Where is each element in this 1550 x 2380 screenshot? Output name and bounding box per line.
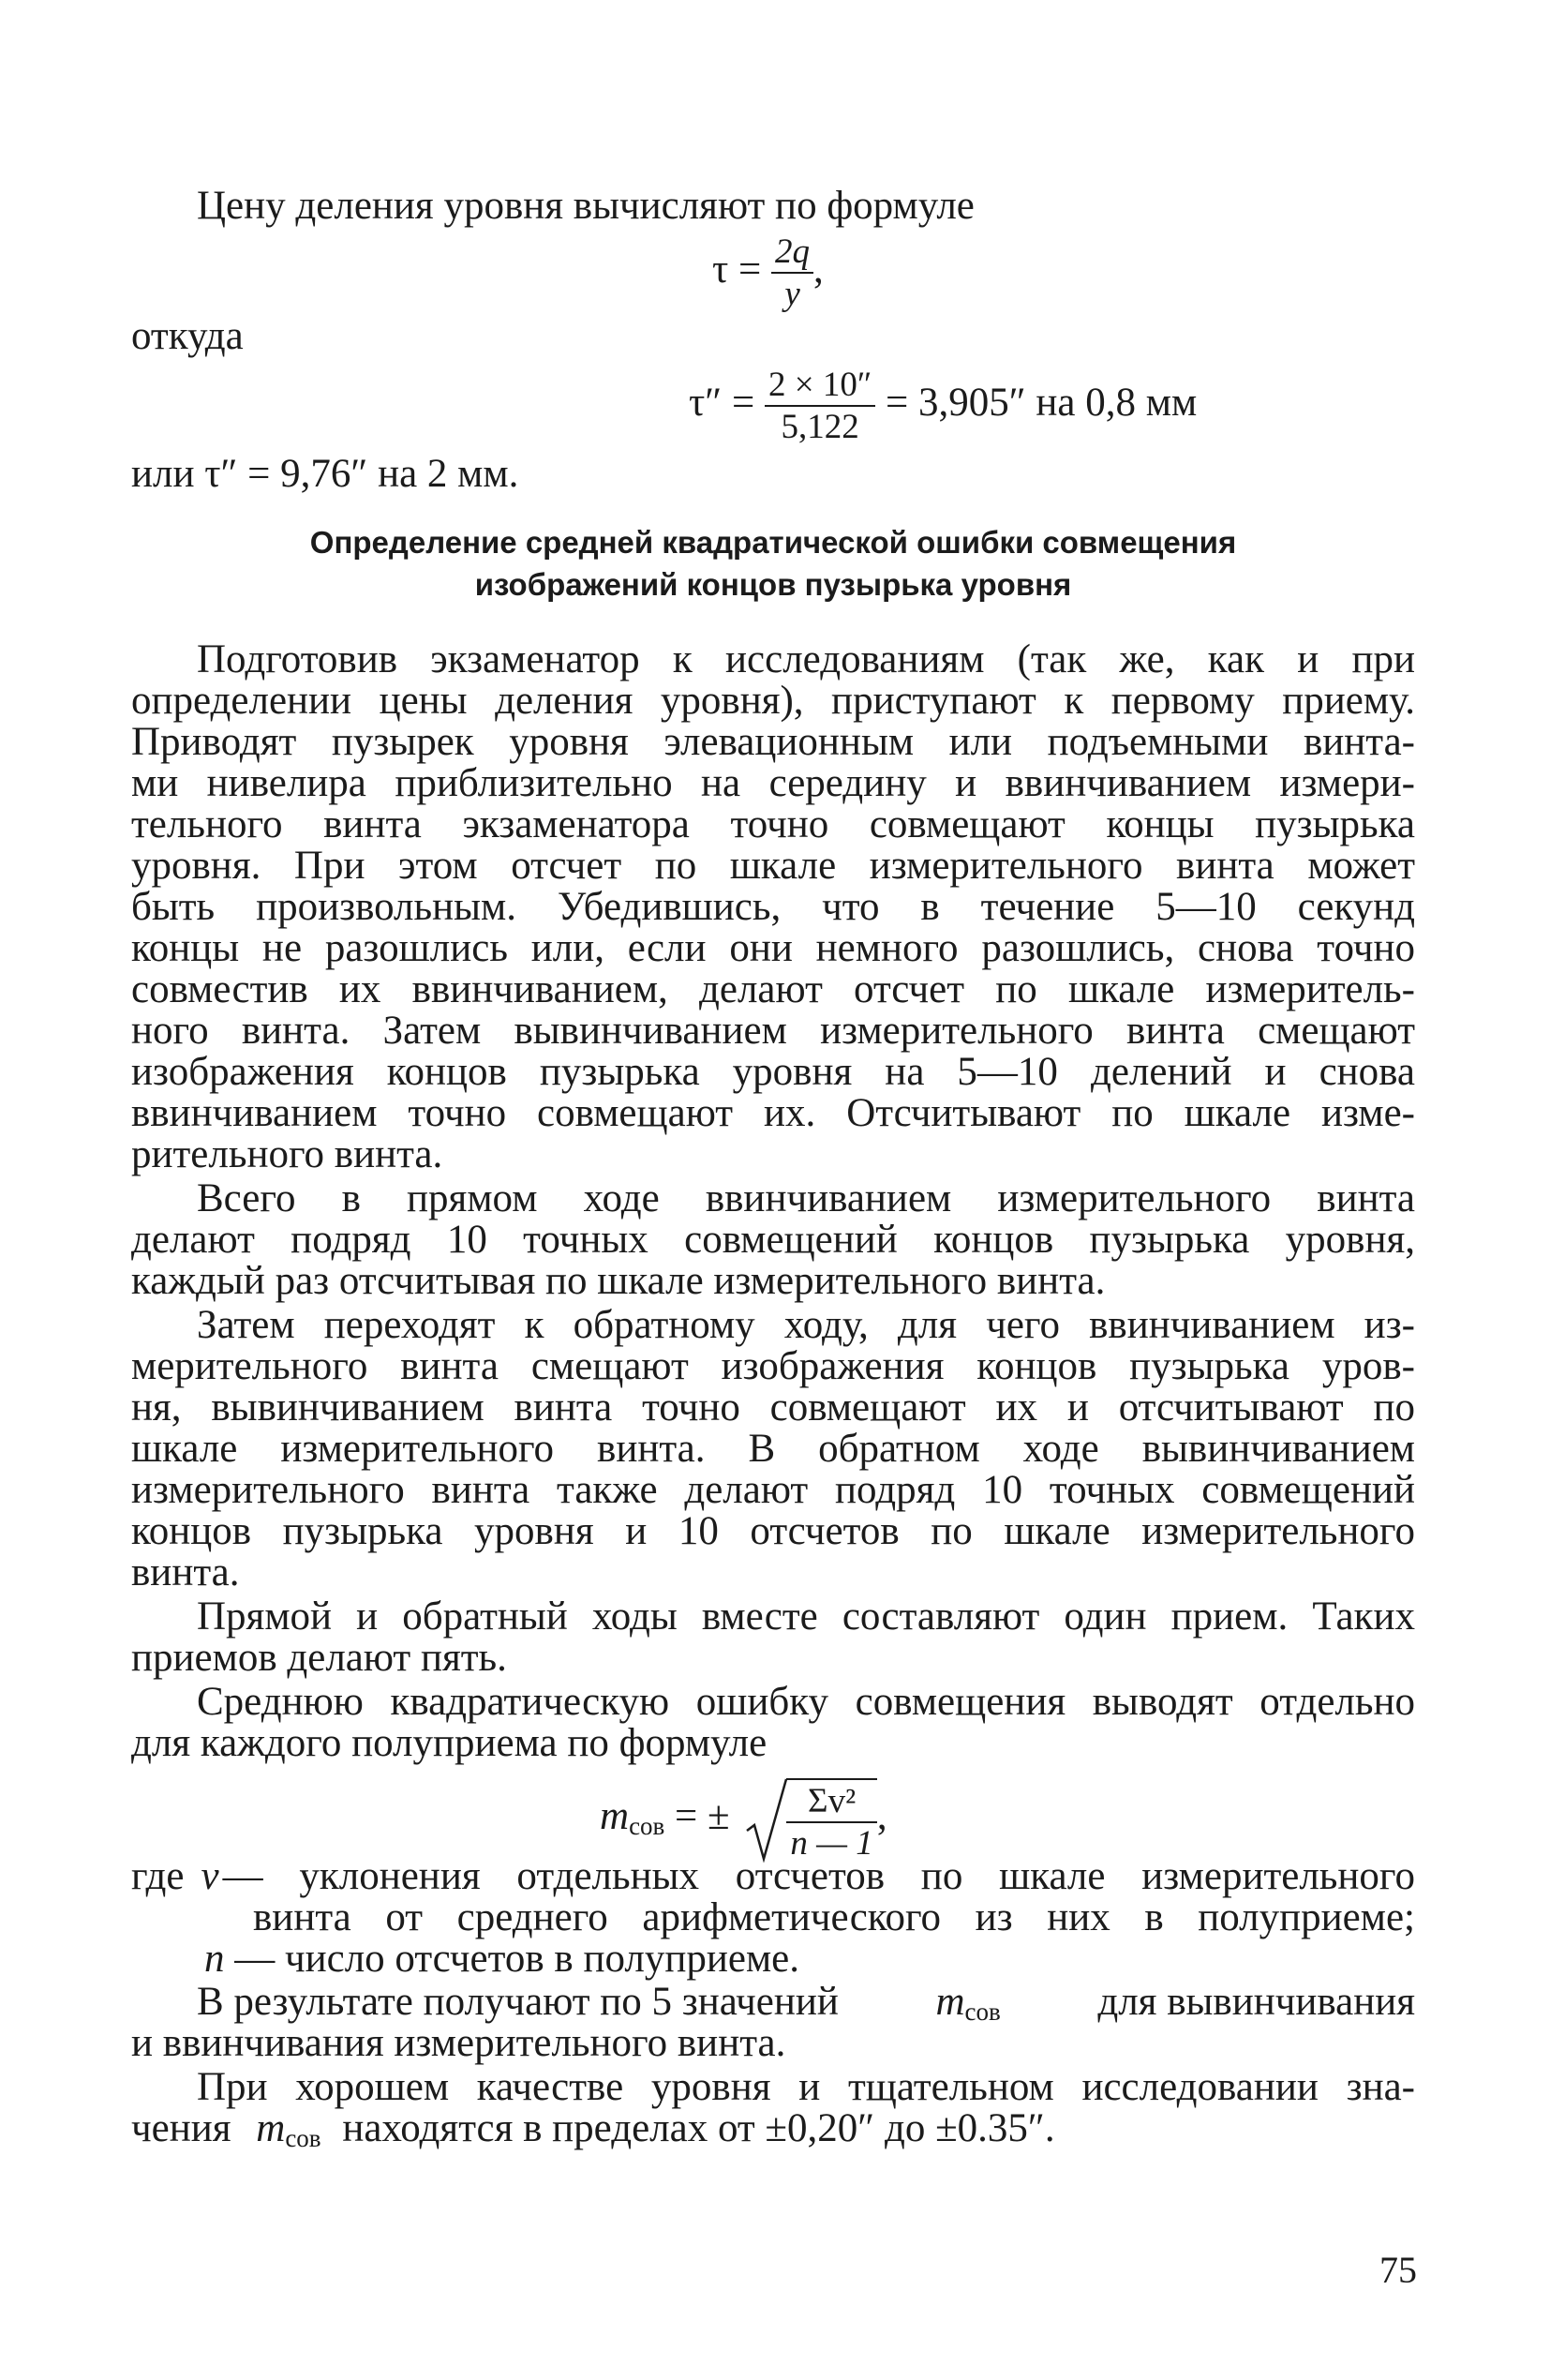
formula-tau-fraction [771,234,813,311]
formula-mcov-plusminus: = ± [675,1793,730,1838]
formula-tau-numerator: 2q [771,234,813,274]
formula-mcov-symbol: m [600,1793,630,1838]
paragraph-3-line: концов пузырька уровня и 10 отсчетов по шкале измерительного [131,1509,1415,1553]
paragraph-6-text-b: для вывинчивания [1097,1980,1415,2024]
formula-tau-denominator: y [784,275,800,313]
formula-mcov-subscript: сов [629,1811,665,1840]
paragraph-7-text-a: чения [131,2106,231,2150]
formula-mcov [600,1776,887,1863]
paragraph-3-line: мерительного винта смещают изображения концов пузырька уров- [131,1344,1415,1388]
formula-tau-value-numerator: 2 × 10″ [765,367,875,407]
paragraph-1-line: ввинчиванием точно совмещают их. Отсчитывают по шкале изме- [131,1091,1415,1135]
formula-mcov-denominator: n — 1 [790,1824,873,1863]
paragraph-1-line: совместив их ввинчиванием, делают отсчет по шкале измеритель- [131,967,1415,1011]
paragraph-2-line: каждый раз отсчитывая по шкале измерительного винта. [131,1259,1106,1303]
paragraph-1-line: Приводят пузырек уровня элевационным или подъемными винта- [131,720,1415,764]
paragraph-1-line: уровня. При этом отсчет по шкале измерительного винта может [131,844,1415,888]
formula-tau-value [689,367,1197,444]
where-n-description: — число отсчетов в полуприеме. [234,1937,800,1981]
paragraph-2-line: делают подряд 10 точных совмещений концов пузырька уровня, [131,1218,1415,1262]
sqrt-radical-icon [745,1776,788,1863]
formula-tau-tail: , [813,247,824,292]
paragraph-5-line: Среднюю квадратическую ошибку совмещения выводят отдельно [197,1680,1415,1724]
formula-tau-value-denominator: 5,122 [781,408,859,446]
paragraph-5-line: для каждого полуприема по формуле [131,1721,768,1765]
section-heading-line-1: Определение средней квадратической ошибки совмещения [309,525,1237,560]
formula-tau-value-fraction [765,367,875,444]
paragraph-4-line: приемов делают пять. [131,1636,507,1680]
where-gde: где [131,1854,185,1898]
where-v-description-2: винта от среднего арифметического из них в полуприеме; [253,1895,1415,1939]
formula-tau [712,234,824,311]
paragraph-3-line: шкале измерительного винта. В обратном ходе вывинчиванием [131,1427,1415,1471]
ili-text: или τ″ = 9,76″ на 2 мм. [131,452,519,496]
paragraph-1-line: тельного винта экзаменатора точно совмещают концы пузырька [131,802,1415,846]
paragraph-1-line: определении цены деления уровня), приступают к первому приему. [131,679,1415,723]
paragraph-7-line-1: При хорошем качестве уровня и тщательном исследовании зна- [197,2065,1415,2109]
paragraph-7-line-2 [131,2106,1415,2161]
paragraph-1-line: ми нивелира приблизительно на середину и ввинчиванием измери- [131,761,1415,805]
page-number: 75 [1379,2249,1417,2291]
paragraph-6-line-2: и ввинчивания измерительного винта. [131,2021,786,2065]
paragraph-7-text-b: находятся в пределах от ±0,20″ до ±0.35″. [342,2106,1055,2150]
paragraph-3-line: винта. [131,1550,240,1594]
paragraph-7-mcov: m [256,2106,286,2150]
formula-mcov-numerator: Σv² [786,1780,876,1823]
paragraph-2-line: Всего в прямом ходе ввинчиванием измерительного винта [197,1176,1415,1220]
section-heading-line-2: изображений концов пузырька уровня [474,567,1072,602]
paragraph-3-line: измерительного винта также делают подряд 10 точных совмещений [131,1468,1415,1512]
where-v-symbol: v [201,1854,219,1898]
where-v-description-1: — уклонения отдельных отсчетов по шкале измерительного [222,1854,1415,1898]
intro-text: Цену деления уровня вычисляют по формуле [197,184,975,228]
paragraph-1-line: ного винта. Затем вывинчиванием измерительного винта смещают [131,1009,1415,1053]
paragraph-3-line: Затем переходят к обратному ходу, для чего ввинчиванием из- [197,1303,1415,1347]
formula-mcov-tail: , [876,1793,887,1838]
paragraph-1-line: рительного винта. [131,1132,443,1176]
paragraph-3-line: ня, вывинчиванием винта точно совмещают их и отсчитывают по [131,1385,1415,1429]
paragraph-7-mcov-subscript: сов [285,2124,321,2152]
paragraph-6-text-a: В результате получают по 5 значений [197,1980,839,2024]
formula-tau-lhs: τ = [712,247,762,292]
where-n-symbol: n [204,1937,225,1981]
paragraph-1-line: концы не разошлись или, если они немного разошлись, снова точно [131,926,1415,970]
paragraph-6-mcov: m [935,1980,965,2024]
formula-tau-value-lhs: τ″ = [689,380,755,425]
formula-mcov-fraction [786,1778,876,1861]
paragraph-6-mcov-subscript: сов [964,1998,1001,2026]
where-n-line [204,1937,1488,1982]
where-v-line-1 [131,1854,1415,1899]
paragraph-1-line: Подготовив экзаменатор к исследованиям (так же, как и при [197,637,1415,681]
paragraph-1-line: изображения концов пузырька уровня на 5—10 делений и снова [131,1050,1415,1094]
paragraph-1-line: быть произвольным. Убедившись, что в течение 5—10 секунд [131,885,1415,929]
paragraph-4-line: Прямой и обратный ходы вместе составляют один прием. Таких [197,1594,1415,1639]
formula-tau-value-result: = 3,905″ на 0,8 мм [885,380,1198,425]
otkuda-text: откуда [131,314,244,358]
